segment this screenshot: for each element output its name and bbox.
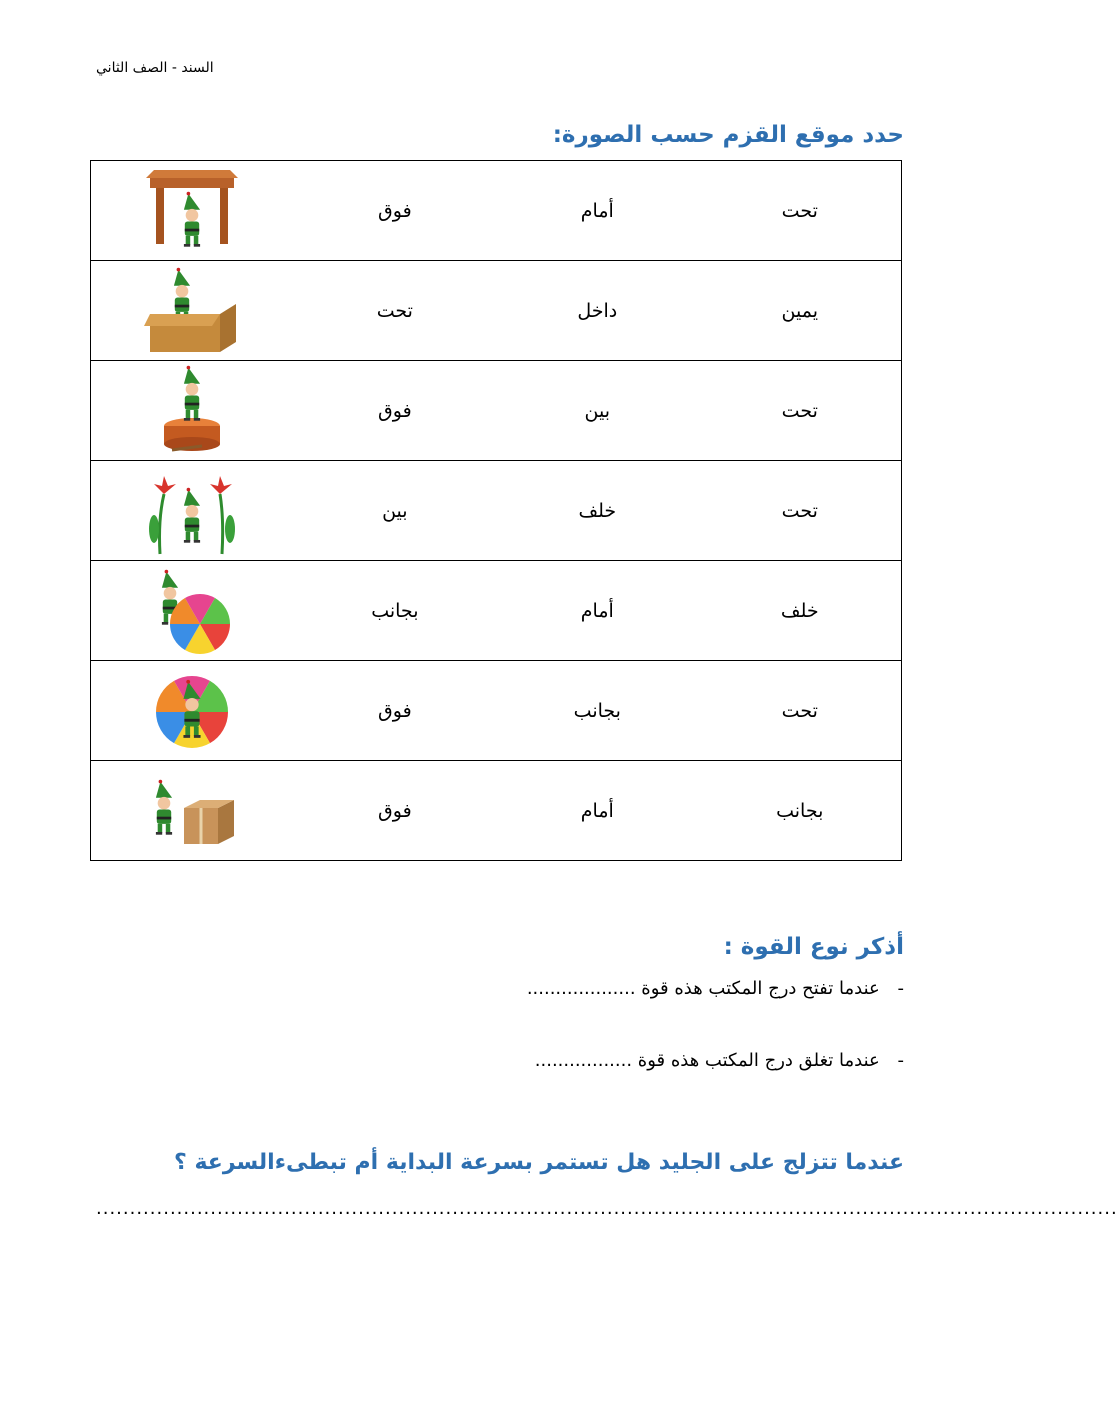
position-option[interactable]: أمام bbox=[496, 761, 698, 861]
gnome-position-table bbox=[90, 160, 902, 861]
position-option[interactable]: بجانب bbox=[699, 761, 902, 861]
gnome-in-front-of-ball-illustration bbox=[142, 664, 242, 758]
position-option[interactable]: تحت bbox=[294, 261, 496, 361]
position-option[interactable]: يمين bbox=[699, 261, 902, 361]
question-text: عندما تغلق درج المكتب هذه قوة ................. bbox=[534, 1050, 880, 1071]
gnome-inside-box-illustration bbox=[142, 264, 242, 358]
position-option[interactable]: تحت bbox=[699, 361, 902, 461]
position-option[interactable]: فوق bbox=[294, 761, 496, 861]
position-option[interactable]: داخل bbox=[496, 261, 698, 361]
picture-cell bbox=[91, 761, 294, 861]
table-row bbox=[91, 661, 902, 761]
position-option[interactable]: بجانب bbox=[294, 561, 496, 661]
table-row bbox=[91, 461, 902, 561]
position-option[interactable]: تحت bbox=[699, 461, 902, 561]
position-option[interactable]: بين bbox=[294, 461, 496, 561]
picture-cell bbox=[91, 161, 294, 261]
table-row bbox=[91, 161, 902, 261]
gnome-on-drum-illustration bbox=[142, 364, 242, 458]
force-question-1 bbox=[527, 978, 904, 999]
force-question-2 bbox=[535, 1050, 904, 1071]
position-option[interactable]: بين bbox=[496, 361, 698, 461]
table-row bbox=[91, 561, 902, 661]
question-dash: - bbox=[897, 978, 904, 999]
position-option[interactable]: خلف bbox=[496, 461, 698, 561]
position-option[interactable]: تحت bbox=[699, 661, 902, 761]
position-option[interactable]: خلف bbox=[699, 561, 902, 661]
position-option[interactable]: أمام bbox=[496, 561, 698, 661]
position-option[interactable]: فوق bbox=[294, 661, 496, 761]
page-header: السند - الصف الثاني bbox=[96, 60, 214, 76]
picture-cell bbox=[91, 661, 294, 761]
question-dash: - bbox=[897, 1050, 904, 1071]
picture-cell bbox=[91, 361, 294, 461]
picture-cell bbox=[91, 461, 294, 561]
picture-cell bbox=[91, 561, 294, 661]
table-row bbox=[91, 361, 902, 461]
gnome-between-flowers-illustration bbox=[142, 464, 242, 558]
table-row bbox=[91, 261, 902, 361]
answer-dotted-line: ........................................................................................................................................................ bbox=[96, 1198, 1118, 1219]
picture-cell bbox=[91, 261, 294, 361]
gnome-beside-box-illustration bbox=[142, 764, 242, 858]
table-row bbox=[91, 761, 902, 861]
question-text: عندما تفتح درج المكتب هذه قوة ................... bbox=[526, 978, 880, 999]
gnome-under-table-illustration bbox=[142, 164, 242, 258]
section3-title: عندما تتزلج على الجليد هل تستمر بسرعة البداية أم تبطىءالسرعة ؟ bbox=[174, 1150, 904, 1175]
section2-title: أذكر نوع القوة : bbox=[723, 934, 904, 960]
position-option[interactable]: فوق bbox=[294, 361, 496, 461]
position-option[interactable]: أمام bbox=[496, 161, 698, 261]
section1-title: حدد موقع القزم حسب الصورة: bbox=[552, 122, 904, 148]
position-option[interactable]: فوق bbox=[294, 161, 496, 261]
position-option[interactable]: تحت bbox=[699, 161, 902, 261]
gnome-behind-ball-illustration bbox=[142, 564, 242, 658]
position-option[interactable]: بجانب bbox=[496, 661, 698, 761]
